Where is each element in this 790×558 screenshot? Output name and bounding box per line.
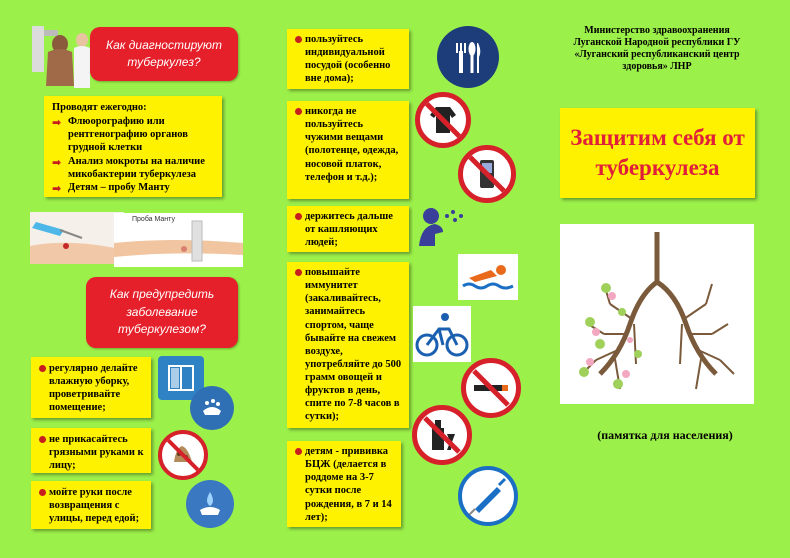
tip-own-dishes — [287, 29, 409, 89]
cough-icon — [413, 202, 469, 250]
diagnosis-item: ➡ Детям – пробу Манту — [52, 181, 170, 195]
no-alcohol-icon — [412, 405, 472, 465]
mantu-label: Проба Манту — [132, 216, 175, 223]
title-box — [560, 108, 755, 198]
cutlery-icon — [437, 26, 499, 88]
prevention-badge — [86, 277, 238, 348]
diagnosis-badge — [90, 27, 238, 81]
tip-wash-hands — [31, 481, 151, 529]
subtitle: (памятка для населения) — [597, 428, 733, 442]
vaccine-icon — [458, 466, 518, 526]
tip-bcg — [287, 441, 401, 527]
no-phone-icon — [458, 145, 516, 203]
xray-photo — [30, 22, 92, 90]
diagnosis-item: ➡ Флюорографию или рентгенографию органов грудной клетки — [52, 116, 188, 154]
diagnosis-intro: Проводят ежегодно: — [52, 102, 147, 113]
swimming-icon — [458, 254, 518, 300]
lungs-illustration — [560, 224, 754, 404]
tip-dirty-hands — [31, 428, 151, 473]
tip-coughing-text: держитесь дальше от кашляющих людей; — [305, 211, 393, 249]
org-name: Министерство здравоохранения Луганской Народной республики ГУ «Луганский республиканский центр здоровья» ЛНР — [573, 25, 741, 72]
tip-others-things-text: никогда не пользуйтесь чужими вещами (полотенце, одежда, носовой платок, телефон и т.д.); — [305, 106, 399, 183]
washing-hands-icon — [186, 480, 234, 528]
tip-own-dishes-text: пользуйтесь индивидуальной посудой (особенно вне дома); — [305, 34, 391, 85]
cycling-icon — [413, 306, 471, 362]
tip-bcg-text: детям - прививка БЦЖ (делается в роддоме на 3-7 сутки после рождения, в 7 и 14 лет); — [305, 446, 392, 523]
tip-others-things — [287, 101, 409, 199]
tip-dirty-hands-text: не прикасайтесь грязными руками к лицу; — [49, 434, 144, 472]
mantu-photo — [114, 213, 243, 267]
handwash-icon — [190, 386, 234, 430]
no-clothes-icon — [415, 92, 471, 148]
no-smoking-icon — [461, 358, 521, 418]
tip-immunity — [287, 262, 409, 428]
tip-wash-hands-text: мойте руки после возвращения с улицы, перед едой; — [49, 487, 140, 525]
page-title: Защитим себя от туберкулеза — [570, 125, 745, 180]
prevention-badge-text: Как предупредить заболевание туберкулезом? — [109, 287, 215, 337]
diagnosis-box — [44, 96, 222, 197]
tip-coughing — [287, 206, 409, 252]
tip-immunity-text: повышайте иммунитет (закаливайтесь, занимайтесь спортом, чаще бывайте на свежем воздухе, употребляйте до 500 грамм овощей и фруктов в день, спите по 7-8 часов в сутки); — [305, 267, 402, 423]
diagnosis-badge-text: Как диагностируют туберкулез? — [106, 37, 222, 69]
injection-photo — [30, 212, 124, 264]
no-dirty-hands-icon — [158, 430, 208, 480]
diagnosis-item: ➡ Анализ мокроты на наличие микобактерии туберкулеза — [52, 155, 205, 180]
tip-cleaning-text: регулярно делайте влажную уборку, проветривайте помещение; — [49, 363, 138, 414]
tip-cleaning — [31, 357, 151, 418]
